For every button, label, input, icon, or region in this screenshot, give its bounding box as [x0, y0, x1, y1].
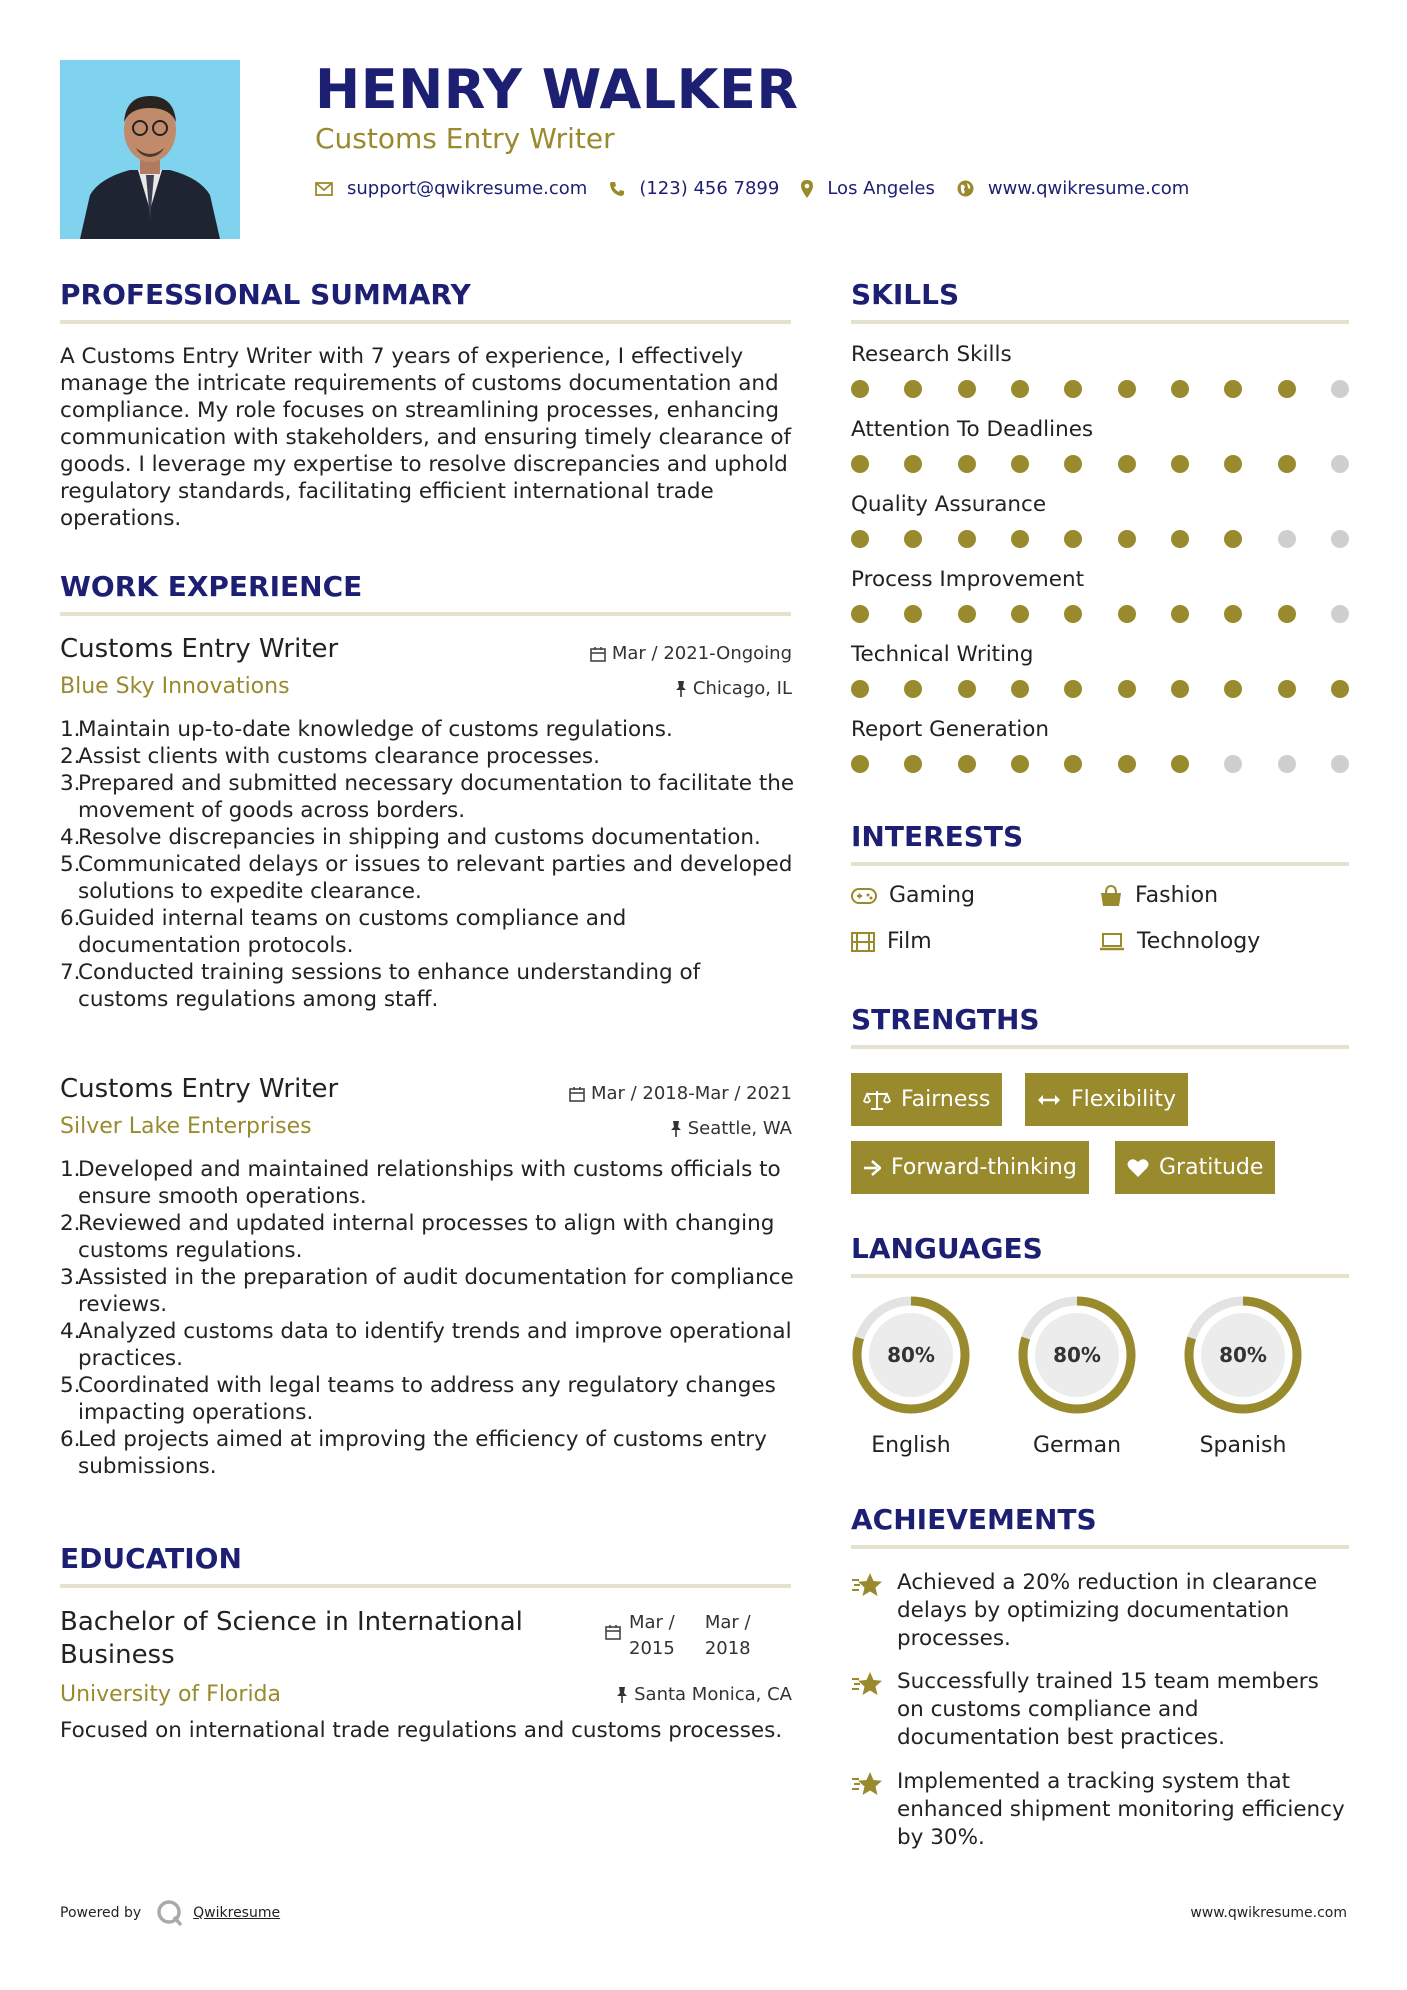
achievement-item-3 [851, 1768, 1351, 1852]
rating-dot-filled [1331, 680, 1349, 698]
skills-divider [851, 320, 1349, 324]
rating-dot-filled [1224, 530, 1242, 548]
interest-label: Fashion [1135, 883, 1219, 908]
rating-dot-filled [1064, 755, 1082, 773]
rating-dot-filled [958, 680, 976, 698]
strength-badge-flexibility [1025, 1073, 1188, 1126]
education-divider [60, 1584, 791, 1588]
rating-dot-filled [1011, 455, 1029, 473]
strength-label: Flexibility [1071, 1087, 1176, 1112]
skill-label: Quality Assurance [851, 492, 1047, 517]
rating-dot-filled [851, 530, 869, 548]
education-end: Mar / 2018 [704, 1612, 751, 1659]
skill-label: Report Generation [851, 717, 1050, 742]
experience-divider [60, 612, 791, 616]
achievement-item-1 [851, 1569, 1351, 1653]
contact-location [801, 178, 935, 199]
job-title-1: Customs Entry Writer [60, 634, 339, 664]
job-location-2 [670, 1118, 792, 1139]
strengths-heading: STRENGTHS [851, 1003, 1040, 1036]
company-name-2: Silver Lake Enterprises [60, 1114, 312, 1139]
candidate-name: HENRY WALKER [315, 58, 799, 121]
list-item: 2. Reviewed and updated internal processes to align with changing customs regulations. [60, 1211, 775, 1263]
rating-dot-filled [1224, 605, 1242, 623]
achievements-heading: ACHIEVEMENTS [851, 1503, 1097, 1536]
rating-dot-filled [1278, 605, 1296, 623]
job-duties-1 [60, 716, 795, 1013]
experience-heading: WORK EXPERIENCE [60, 570, 363, 603]
interests-heading: INTERESTS [851, 820, 1024, 853]
list-item: 3. Prepared and submitted necessary documentation to facilitate the movement of goods across borders. [60, 771, 795, 823]
powered-by-text: Powered by [60, 1905, 142, 1921]
rating-dot-filled [1224, 380, 1242, 398]
degree-line-2: Business [60, 1640, 175, 1670]
education-dates [605, 1610, 751, 1662]
achievement-text: Successfully trained 15 team members on customs compliance and documentation best practices. [897, 1669, 1319, 1750]
balance-scale-icon [863, 1089, 891, 1111]
language-item [849, 1293, 973, 1458]
heart-icon [1127, 1158, 1149, 1178]
language-item [1181, 1293, 1305, 1458]
rating-dot-filled [851, 755, 869, 773]
website-text: www.qwikresume.com [987, 178, 1190, 199]
rating-dot-filled [1171, 680, 1189, 698]
rating-dot-filled [958, 380, 976, 398]
rating-dot-filled [1171, 755, 1189, 773]
rating-dot-filled [851, 455, 869, 473]
shopping-bag-icon [1099, 885, 1123, 907]
school-name: University of Florida [60, 1682, 281, 1707]
contact-website[interactable] [957, 178, 1189, 199]
pushpin-icon [670, 1121, 682, 1137]
skill-label: Attention To Deadlines [851, 417, 1094, 442]
calendar-icon [590, 646, 606, 662]
summary-text: A Customs Entry Writer with 7 years of experience, I effectively manage the intricate requirements of customs documentation and compliance. My role focuses on streamlining processes, enhancing communication with stakeholders, and ensuring timely clearance of goods. I leverage my expertise to resolve discrepancies and uphold regulatory standards, facilitating efficient international trade operations. [60, 344, 792, 531]
language-name: Spanish [1199, 1433, 1287, 1458]
rating-dot-filled [904, 530, 922, 548]
list-item: 7. Conducted training sessions to enhance understanding of customs regulations among staff. [60, 960, 701, 1012]
rating-dot-filled [1118, 380, 1136, 398]
rating-dot-filled [1278, 380, 1296, 398]
rating-dot-empty [1331, 755, 1349, 773]
strength-badge-fairness [851, 1073, 1002, 1126]
strength-badge-forward-thinking [851, 1141, 1089, 1194]
degree-title [60, 1606, 523, 1672]
job-location-text-1: Chicago, IL [692, 678, 792, 699]
star-icon [851, 1670, 885, 1698]
pushpin-icon [616, 1687, 628, 1703]
map-pin-icon [801, 180, 813, 198]
rating-dot-filled [1011, 380, 1029, 398]
interest-film [851, 929, 932, 954]
interest-label: Film [887, 929, 932, 954]
rating-dot-filled [904, 605, 922, 623]
strength-label: Forward-thinking [891, 1155, 1077, 1180]
rating-dot-filled [1064, 530, 1082, 548]
skill-label: Process Improvement [851, 567, 1085, 592]
contact-email[interactable] [315, 178, 587, 199]
rating-dot-empty [1224, 755, 1242, 773]
rating-dot-filled [958, 530, 976, 548]
interest-label: Gaming [889, 883, 975, 908]
rating-dot-filled [1118, 455, 1136, 473]
job-dates-text-1: Mar / 2021-Ongoing [611, 643, 792, 664]
qwikresume-link[interactable]: Qwikresume [193, 1905, 281, 1921]
laptop-icon [1099, 933, 1125, 951]
skill-rating [851, 380, 1349, 400]
rating-dot-filled [1171, 530, 1189, 548]
candidate-role: Customs Entry Writer [315, 122, 615, 155]
skill-rating [851, 605, 1349, 625]
rating-dot-filled [1118, 755, 1136, 773]
interest-fashion [1099, 883, 1218, 908]
phone-icon [609, 181, 625, 197]
education-description: Focused on international trade regulations and customs processes. [60, 1718, 783, 1743]
job-location-text-2: Seattle, WA [687, 1118, 792, 1139]
profile-photo [60, 60, 240, 239]
location-text: Los Angeles [827, 178, 935, 199]
rating-dot-filled [1224, 680, 1242, 698]
rating-dot-filled [1118, 680, 1136, 698]
education-start: Mar / 2015 [629, 1612, 675, 1659]
language-item [1015, 1293, 1139, 1458]
rating-dot-filled [1064, 455, 1082, 473]
rating-dot-filled [904, 755, 922, 773]
rating-dot-filled [904, 380, 922, 398]
rating-dot-filled [851, 680, 869, 698]
job-title-2: Customs Entry Writer [60, 1074, 339, 1104]
rating-dot-empty [1331, 380, 1349, 398]
contact-bar [315, 178, 1211, 199]
rating-dot-filled [1118, 530, 1136, 548]
rating-dot-filled [1011, 530, 1029, 548]
language-percent: 80% [1219, 1343, 1267, 1367]
strength-label: Fairness [901, 1087, 991, 1112]
job-duties-2 [60, 1156, 795, 1480]
rating-dot-empty [1278, 755, 1296, 773]
rating-dot-filled [1011, 605, 1029, 623]
interest-gaming [851, 883, 975, 908]
interest-technology [1099, 929, 1260, 954]
job-location-1 [675, 678, 792, 699]
summary-divider [60, 320, 791, 324]
education-heading: EDUCATION [60, 1542, 242, 1575]
gamepad-icon [851, 888, 877, 904]
job-dates-1 [590, 643, 792, 664]
rating-dot-filled [851, 380, 869, 398]
list-item: 4. Analyzed customs data to identify trends and improve operational practices. [60, 1319, 792, 1371]
envelope-icon [315, 182, 333, 196]
achievement-text: Achieved a 20% reduction in clearance delays by optimizing documentation processes. [897, 1570, 1318, 1651]
rating-dot-empty [1331, 605, 1349, 623]
rating-dot-filled [1064, 605, 1082, 623]
rating-dot-filled [1064, 680, 1082, 698]
pushpin-icon [675, 681, 687, 697]
phone-text: (123) 456 7899 [639, 178, 780, 199]
rating-dot-filled [904, 455, 922, 473]
rating-dot-filled [1011, 755, 1029, 773]
email-text: support@qwikresume.com [347, 178, 588, 199]
arrows-horizontal-icon [1037, 1093, 1061, 1107]
rating-dot-filled [904, 680, 922, 698]
rating-dot-filled [1171, 605, 1189, 623]
rating-dot-filled [958, 455, 976, 473]
strength-badge-gratitude [1115, 1141, 1275, 1194]
job-dates-text-2: Mar / 2018-Mar / 2021 [590, 1083, 792, 1104]
list-item: 1. Developed and maintained relationships with customs officials to ensure smooth operations. [60, 1157, 781, 1209]
rating-dot-filled [958, 605, 976, 623]
list-item: 6. Led projects aimed at improving the efficiency of customs entry submissions. [60, 1427, 767, 1479]
rating-dot-filled [1224, 455, 1242, 473]
calendar-icon [569, 1086, 585, 1102]
rating-dot-filled [958, 755, 976, 773]
company-name-1: Blue Sky Innovations [60, 674, 290, 699]
rating-dot-empty [1331, 530, 1349, 548]
skill-label: Technical Writing [851, 642, 1034, 667]
rating-dot-filled [1171, 455, 1189, 473]
rating-dot-filled [1171, 380, 1189, 398]
degree-line-1: Bachelor of Science in International [60, 1607, 523, 1637]
skills-heading: SKILLS [851, 278, 960, 311]
arrow-right-icon [863, 1160, 881, 1176]
globe-icon [957, 180, 974, 197]
list-item: 4. Resolve discrepancies in shipping and customs documentation. [60, 825, 761, 850]
rating-dot-filled [1278, 680, 1296, 698]
list-item: 6. Guided internal teams on customs compliance and documentation protocols. [60, 906, 627, 958]
education-location [616, 1684, 792, 1705]
language-name: English [871, 1433, 951, 1458]
rating-dot-filled [851, 605, 869, 623]
job-dates-2 [569, 1083, 792, 1104]
list-item: 5. Communicated delays or issues to relevant parties and developed solutions to expedite clearance. [60, 852, 793, 904]
achievements-divider [851, 1545, 1349, 1549]
star-icon [851, 1571, 885, 1599]
language-percent: 80% [887, 1343, 935, 1367]
list-item: 3. Assisted in the preparation of audit documentation for compliance reviews. [60, 1265, 794, 1317]
contact-phone[interactable] [609, 178, 779, 199]
language-name: German [1032, 1433, 1122, 1458]
film-icon [851, 932, 875, 952]
skill-rating [851, 530, 1349, 550]
rating-dot-filled [1064, 380, 1082, 398]
list-item: 5. Coordinated with legal teams to address any regulatory changes impacting operations. [60, 1373, 776, 1425]
list-item: 2. Assist clients with customs clearance processes. [60, 744, 600, 769]
calendar-icon [605, 1624, 621, 1640]
rating-dot-filled [1011, 680, 1029, 698]
list-item: 1. Maintain up-to-date knowledge of customs regulations. [60, 717, 673, 742]
footer-website[interactable]: www.qwikresume.com [1190, 1905, 1347, 1921]
rating-dot-filled [1278, 455, 1296, 473]
star-icon [851, 1770, 885, 1798]
strength-label: Gratitude [1159, 1155, 1264, 1180]
summary-heading: PROFESSIONAL SUMMARY [60, 278, 471, 311]
education-location-text: Santa Monica, CA [634, 1684, 792, 1705]
skill-rating [851, 455, 1349, 475]
rating-dot-empty [1331, 455, 1349, 473]
rating-dot-filled [1118, 605, 1136, 623]
skill-rating [851, 680, 1349, 700]
achievement-text: Implemented a tracking system that enhanced shipment monitoring efficiency by 30%. [897, 1769, 1345, 1850]
footer-powered-by [60, 1898, 280, 1928]
skill-rating [851, 755, 1349, 775]
languages-heading: LANGUAGES [851, 1232, 1043, 1265]
language-percent: 80% [1053, 1343, 1101, 1367]
interests-divider [851, 862, 1349, 866]
interest-label: Technology [1137, 929, 1261, 954]
qwikresume-logo-icon [155, 1898, 185, 1928]
strengths-divider [851, 1045, 1349, 1049]
languages-divider [851, 1274, 1349, 1278]
skill-label: Research Skills [851, 342, 1012, 367]
achievement-item-2 [851, 1668, 1351, 1752]
rating-dot-empty [1278, 530, 1296, 548]
